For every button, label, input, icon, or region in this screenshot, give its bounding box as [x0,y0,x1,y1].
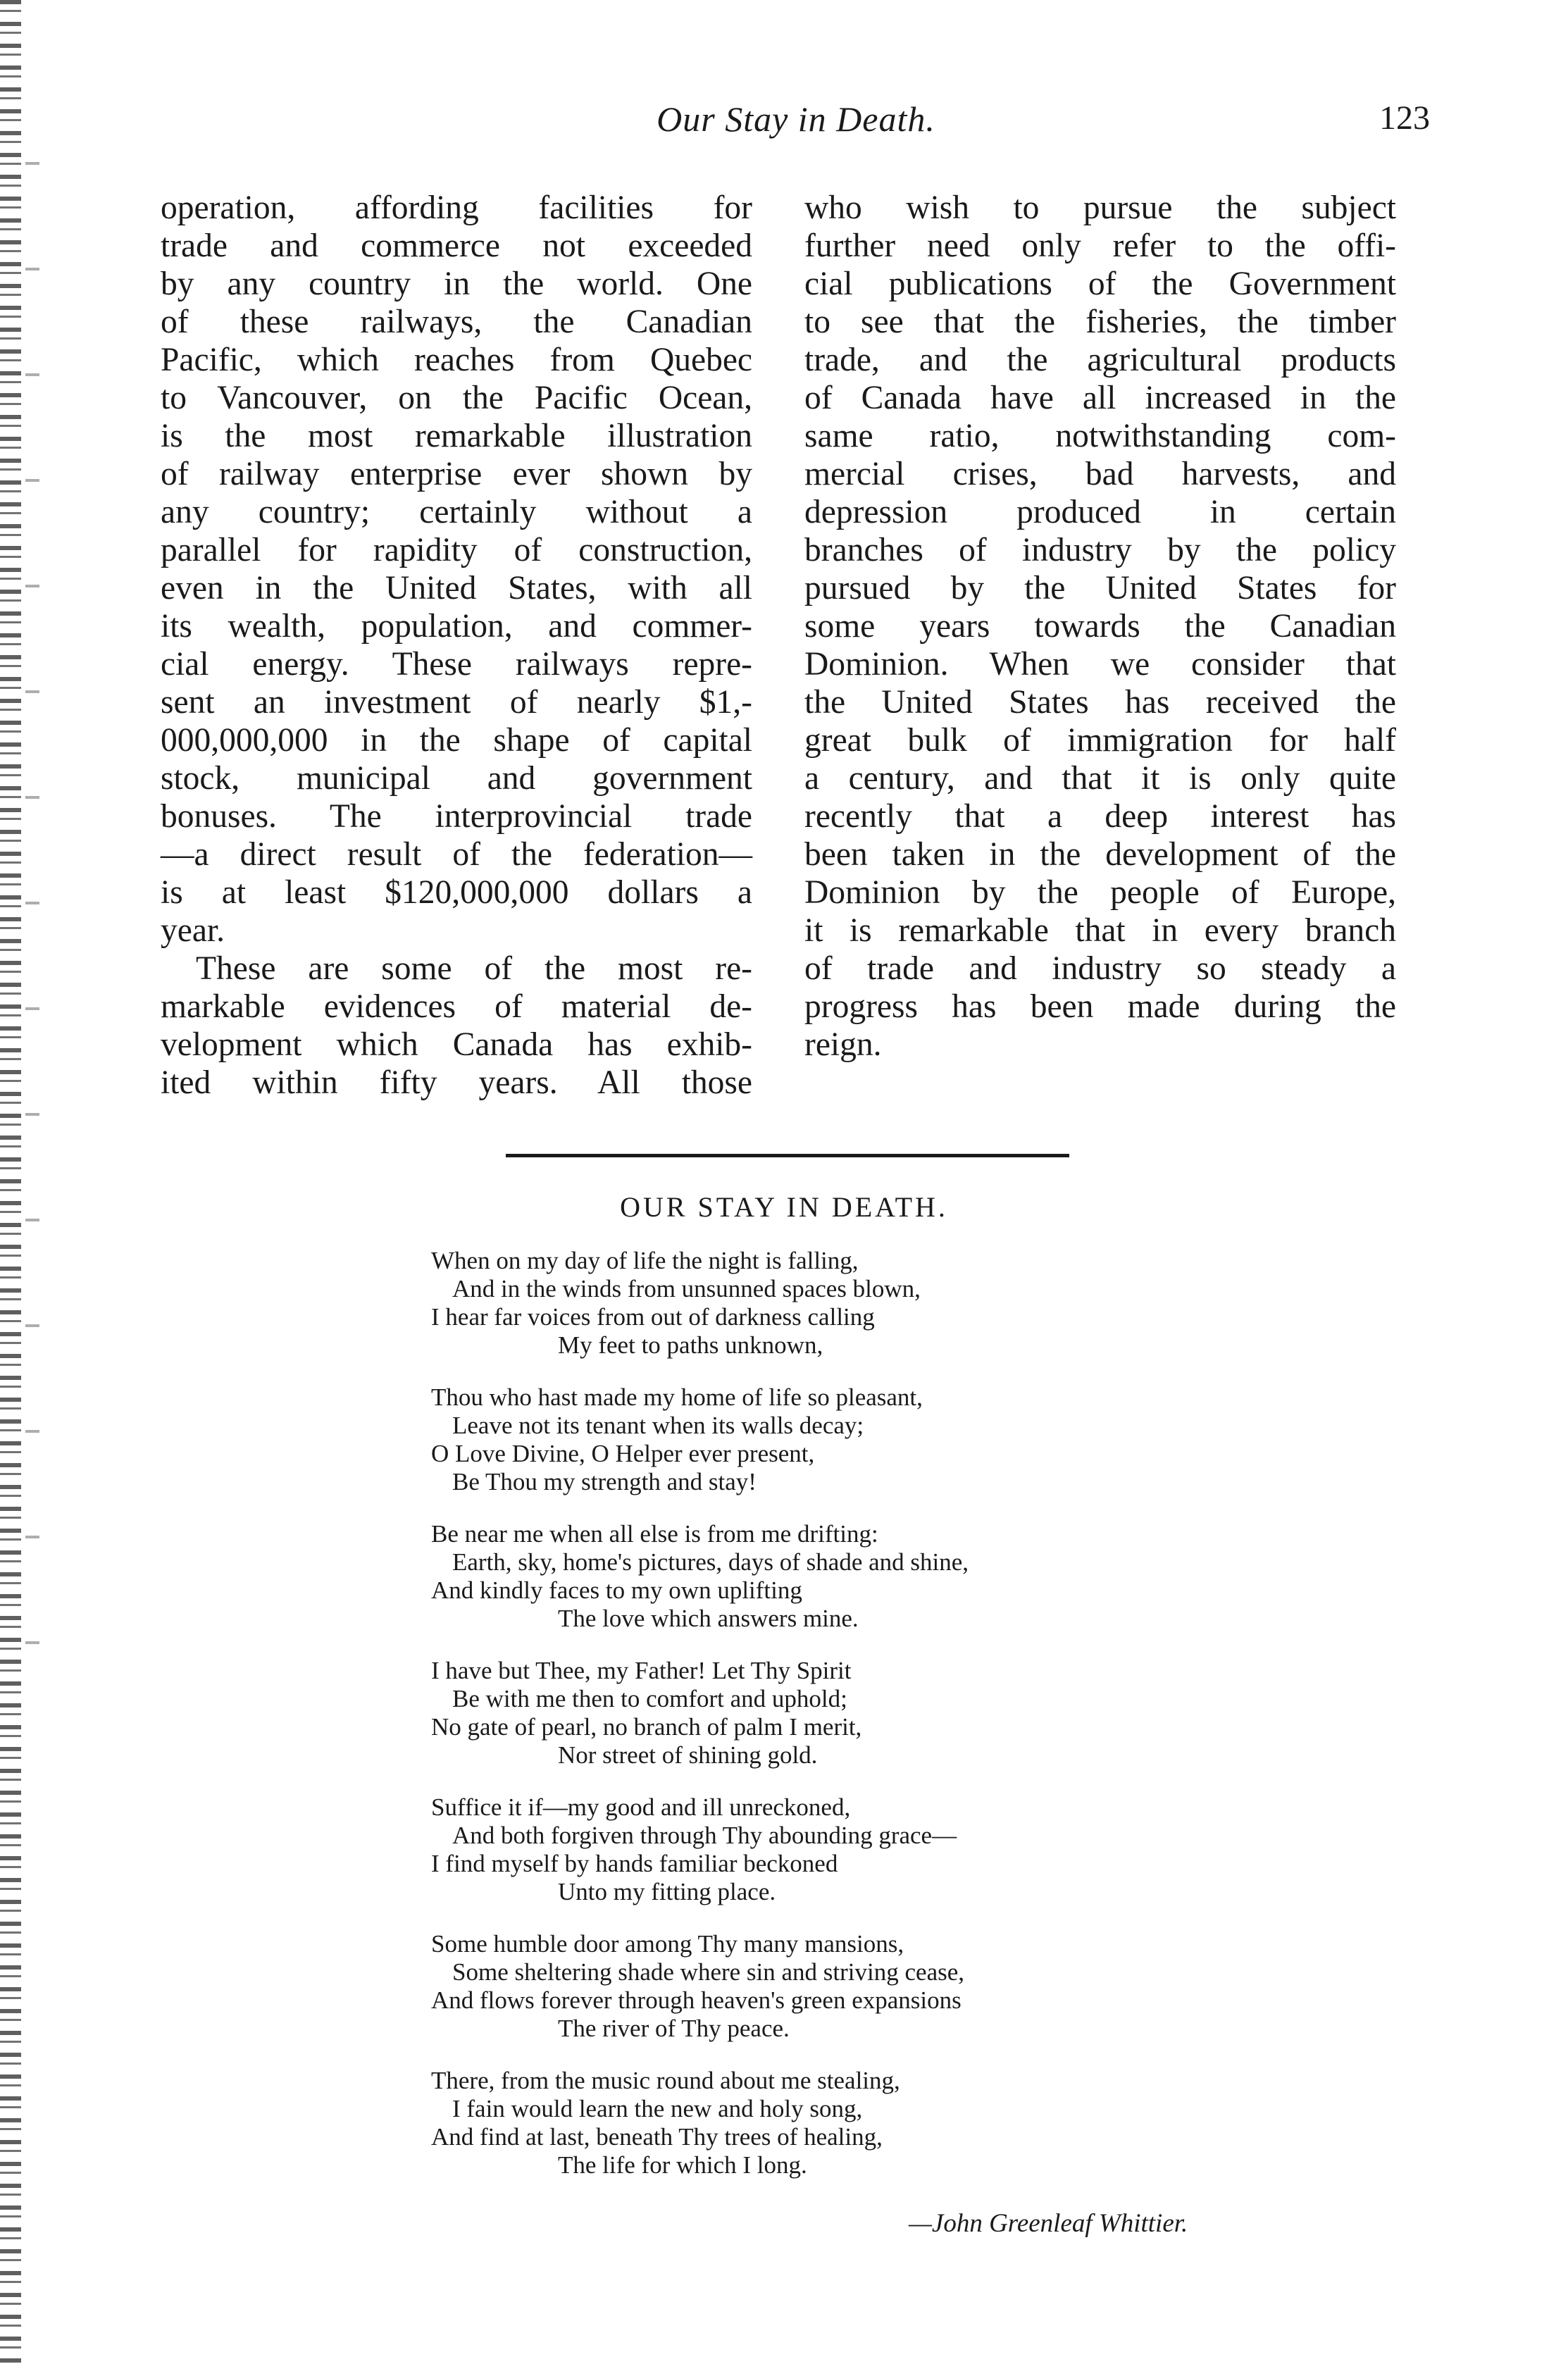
text-line: further need only refer to the offi- [804,228,1396,264]
poem-line: And flows forever through heaven's green expansions [431,1986,962,2014]
poem-line: I fain would learn the new and holy song, [452,2095,863,2122]
text-line: branches of industry by the policy [804,532,1396,568]
text-line: markable evidences of material de- [161,988,752,1025]
text-line: Dominion. When we consider that [804,646,1396,683]
poem-title: OUR STAY IN DEATH. [620,1191,948,1223]
text-line: is at least $120,000,000 dollars a [161,874,752,911]
poem-attribution: —John Greenleaf Whittier. [909,2209,1188,2238]
page-binding-edge [0,0,21,2364]
text-line: a century, and that it is only quite [804,760,1396,797]
text-line: reign. [804,1026,882,1063]
text-line: been taken in the development of the [804,836,1396,873]
text-line: by any country in the world. One [161,266,752,302]
poem-line: And in the winds from unsunned spaces blown, [452,1275,921,1302]
poem-line: And kindly faces to my own uplifting [431,1576,802,1604]
text-line: cial energy. These railways repre- [161,646,752,683]
text-line: trade, and the agricultural products [804,342,1396,378]
poem-line: My feet to paths unknown, [558,1331,823,1359]
poem-line: The love which answers mine. [558,1605,859,1632]
poem-line: The river of Thy peace. [558,2015,790,2042]
text-line: who wish to pursue the subject [804,189,1396,226]
poem-line: Be near me when all else is from me drifting: [431,1520,878,1548]
text-line: Dominion by the people of Europe, [804,874,1396,911]
scan-edge-marks [25,113,39,1733]
poem-stanza [431,1247,1276,1360]
text-line: progress has been made during the [804,988,1396,1025]
poem-line: Leave not its tenant when its walls decay; [452,1412,864,1439]
text-line: any country; certainly without a [161,494,752,530]
text-line: These are some of the most re- [196,950,752,987]
running-head [162,99,1430,155]
text-line: of Canada have all increased in the [804,380,1396,416]
poem-line: I find myself by hands familiar beckoned [431,1850,838,1877]
poem-line: Thou who hast made my home of life so pleasant, [431,1383,923,1411]
text-line: is the most remarkable illustration [161,418,752,454]
text-line: of trade and industry so steady a [804,950,1396,987]
poem-stanza [431,1657,1276,1769]
poem-line: There, from the music round about me stealing, [431,2067,900,2094]
text-line: its wealth, population, and commer- [161,608,752,645]
poem-line: Some sheltering shade where sin and striving cease, [452,1958,965,1986]
text-line: ited within fifty years. All those [161,1064,752,1101]
text-line: year. [161,912,225,949]
text-line: the United States has received the [804,684,1396,721]
poem-line: Earth, sky, home's pictures, days of shade and shine, [452,1548,969,1576]
text-line: cial publications of the Government [804,266,1396,302]
page-number: 123 [1379,99,1430,137]
text-line: of railway enterprise ever shown by [161,456,752,492]
poem-stanza [431,1793,1276,1906]
text-line: parallel for rapidity of construction, [161,532,752,568]
text-line: to see that the fisheries, the timber [804,304,1396,340]
text-line: bonuses. The interprovincial trade [161,798,752,835]
poem-line: And both forgiven through Thy abounding grace— [452,1822,957,1849]
text-line: of these railways, the Canadian [161,304,752,340]
text-line: stock, municipal and government [161,760,752,797]
text-line: —a direct result of the federation— [161,836,752,873]
text-line: recently that a deep interest has [804,798,1396,835]
poem-stanza [431,2067,1276,2179]
poem-stanza [431,1930,1276,2043]
text-line: pursued by the United States for [804,570,1396,606]
poem-line: Be Thou my strength and stay! [452,1468,757,1495]
text-line: operation, affording facilities for [161,189,752,226]
text-line: trade and commerce not exceeded [161,228,752,264]
text-line: even in the United States, with all [161,570,752,606]
poem-line: Unto my fitting place. [558,1878,776,1905]
poem-stanza [431,1383,1276,1496]
poem-line: Some humble door among Thy many mansions, [431,1930,904,1958]
poem-line: When on my day of life the night is falling, [431,1247,859,1274]
left-column [161,189,752,1102]
poem-line: And find at last, beneath Thy trees of healing, [431,2123,883,2151]
poem-line: Be with me then to comfort and uphold; [452,1685,847,1712]
poem-line: The life for which I long. [558,2151,807,2179]
poem-stanza [431,1520,1276,1633]
text-line: velopment which Canada has exhib- [161,1026,752,1063]
text-line: depression produced in certain [804,494,1396,530]
poem-line: Nor street of shining gold. [558,1741,818,1769]
poem-line: O Love Divine, O Helper ever present, [431,1440,815,1467]
text-line: Pacific, which reaches from Quebec [161,342,752,378]
text-line: 000,000,000 in the shape of capital [161,722,752,759]
section-divider [506,1154,1069,1157]
poem-line: I hear far voices from out of darkness calling [431,1303,875,1331]
text-line: great bulk of immigration for half [804,722,1396,759]
text-line: sent an investment of nearly $1,- [161,684,752,721]
right-column [804,189,1396,1064]
poem-line: No gate of pearl, no branch of palm I merit, [431,1713,862,1741]
poem-line: I have but Thee, my Father! Let Thy Spirit [431,1657,852,1684]
poem-line: Suffice it if—my good and ill unreckoned, [431,1793,851,1821]
text-line: some years towards the Canadian [804,608,1396,645]
text-line: it is remarkable that in every branch [804,912,1396,949]
running-title: Our Stay in Death. [657,99,935,139]
text-line: same ratio, notwithstanding com- [804,418,1396,454]
poem-body [431,1247,1276,2203]
text-line: mercial crises, bad harvests, and [804,456,1396,492]
text-line: to Vancouver, on the Pacific Ocean, [161,380,752,416]
